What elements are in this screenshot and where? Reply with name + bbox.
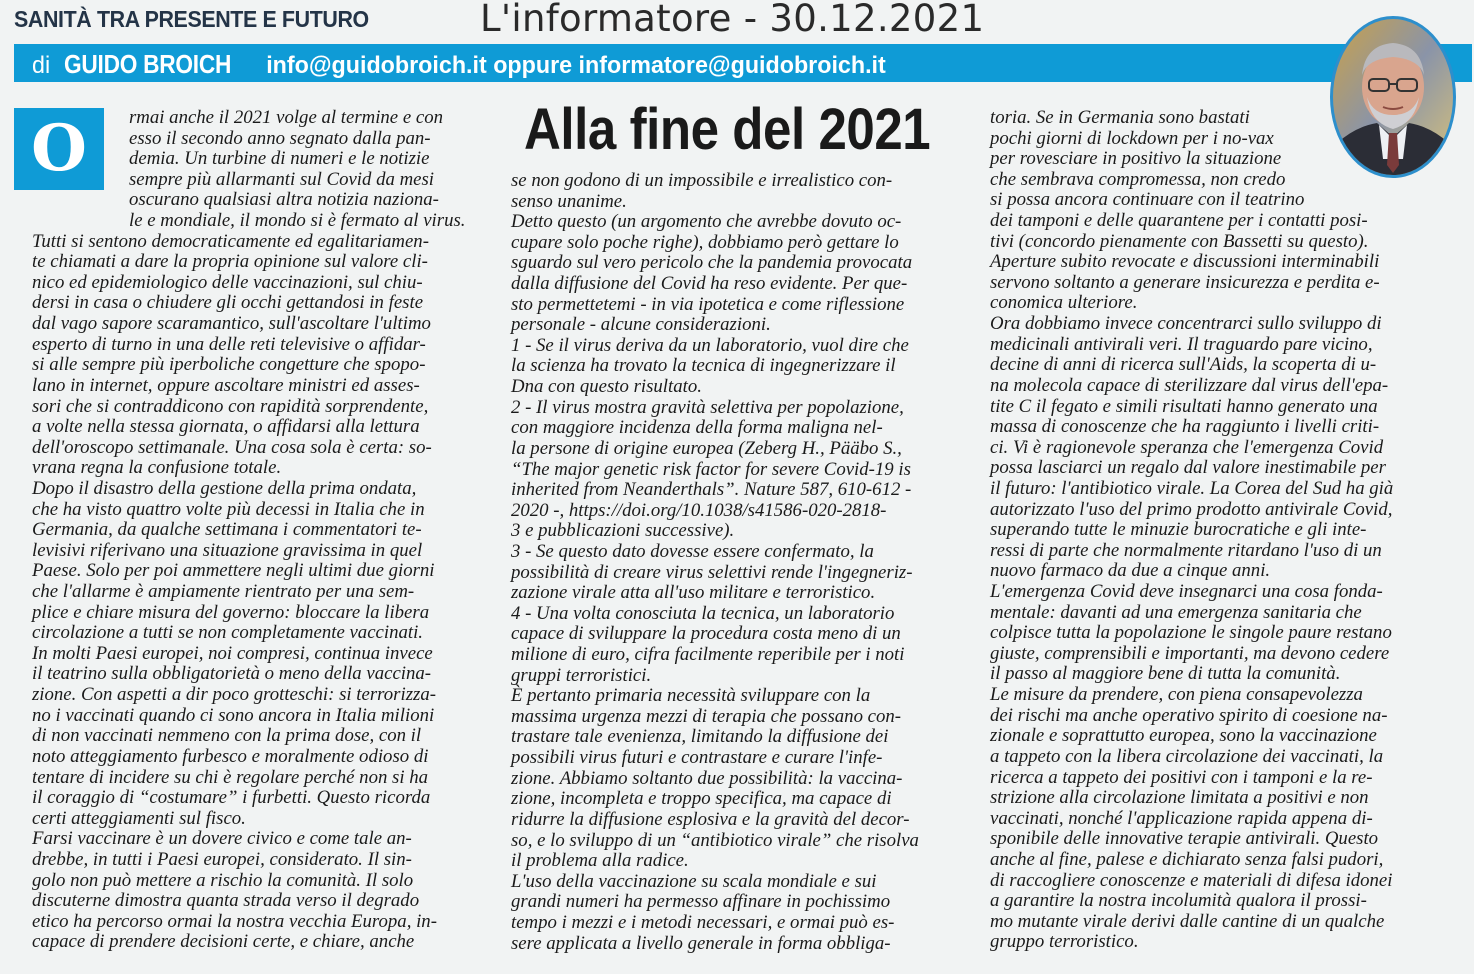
text-line: grandi numeri ha permesso affinare in pochissimo <box>511 891 891 913</box>
text-line: zione. Con aspetti a dir poco grotteschi: si terrorizza- <box>32 684 436 706</box>
text-line: tentare di incidere su chi è regolare perché non si ha <box>32 766 429 788</box>
text-line: drebbe, in tutti i Paesi europei, considerato. Il sin- <box>32 848 412 870</box>
text-line: 3 e pubblicazioni successive). <box>511 520 735 542</box>
text-line: golo non può mettere a rischio la comunità. Il solo <box>32 869 414 891</box>
text-line: medicinali antivirali veri. Il traguardo pare vicino, <box>990 333 1373 355</box>
text-line: dell'oroscopo settimanale. Una cosa sola è certa: so- <box>32 436 432 458</box>
text-line: na molecola capace di sterilizzare dal virus dell'epa- <box>990 374 1389 396</box>
text-line: sempre più allarmanti sul Covid da mesi <box>129 168 435 190</box>
text-line: rmai anche il 2021 volge al termine e con <box>129 107 443 128</box>
text-line: il futuro: l'antibiotico virale. La Corea del Sud ha già <box>990 477 1394 499</box>
text-line: ricerca a tappeto dei positivi con i tamponi e la re- <box>990 766 1373 788</box>
text-line: 2 - Il virus mostra gravità selettiva per popolazione, <box>511 396 904 418</box>
byline-prefix: di <box>32 52 51 79</box>
text-line: a tappeto con la libera circolazione dei vaccinati, la <box>990 745 1384 767</box>
text-line: anche al fine, palese e dichiarato senza falsi pudori, <box>990 848 1384 870</box>
text-line: vaccinati, nonché l'applicazione rapida appena di- <box>990 807 1373 829</box>
text-line: Dna con questo risultato. <box>511 376 702 398</box>
text-line: si alle sempre più iperboliche congetture che spopo- <box>32 354 426 376</box>
byline-bar <box>14 44 1472 82</box>
text-line: Tutti si sentono democraticamente ed egalitariamen- <box>32 230 429 252</box>
text-line: gruppi terroristici. <box>511 664 652 686</box>
text-line: ridurre la diffusione esplosiva e la gravità del decor- <box>511 808 910 830</box>
text-line: inherited from Neanderthals”. Nature 587, 610-612 - <box>511 479 912 501</box>
text-line: tivi (concordo pienamente con Bassetti su questo). <box>990 230 1369 252</box>
text-line: si possa ancora continuare con il teatrino <box>990 189 1305 211</box>
text-line: capace di prendere decisioni certe, e chiare, anche <box>32 931 415 953</box>
text-line: L'uso della vaccinazione su scala mondiale e sui <box>511 870 877 892</box>
text-line: cupare solo poche righe), dobbiamo però gettare lo <box>511 231 899 253</box>
text-line: con maggiore incidenza della forma maligna nel- <box>511 417 883 439</box>
text-line: strizione alla circolazione limitata a positivi e non <box>990 787 1369 809</box>
text-line: di raccogliere conoscenze e materiali di difesa idonei <box>990 869 1393 891</box>
text-line: 4 - Una volta conosciuta la tecnica, un laboratorio <box>511 602 895 624</box>
text-line: vrana regna la confusione totale. <box>32 457 282 479</box>
text-line: L'emergenza Covid deve insegnarci una cosa fonda- <box>990 581 1383 603</box>
text-line: possibilità di creare virus selettivi rende l'ingegneriz- <box>511 561 913 583</box>
text-line: il problema alla radice. <box>511 850 689 872</box>
text-line: pochi giorni di lockdown per i no-vax <box>990 127 1274 149</box>
text-line: possa lasciarci un regalo dal valore inestimabile per <box>990 457 1386 479</box>
article-column-1 <box>32 108 487 953</box>
text-line: Ora dobbiamo invece concentrarci sullo sviluppo di <box>990 313 1382 335</box>
text-line: la scienza ha trovato la tecnica di ingegnerizzare il <box>511 355 896 377</box>
text-line: gruppo terroristico. <box>990 931 1139 953</box>
text-line: la persone di origine europea (Zeberg H., Pääbo S., <box>511 437 902 459</box>
text-line: esperto di turno in una delle reti televisive o affidar- <box>32 333 426 355</box>
text-line: massa di conoscenze che ha raggiunto i livelli criti- <box>990 416 1380 438</box>
text-line: levisivi riferivano una situazione gravissima in quel <box>32 539 423 561</box>
drop-cap: O <box>14 108 104 190</box>
text-line: giuste, comprensibili e importanti, ma devono cedere <box>990 642 1390 664</box>
text-line: se non godono di un impossibile e irrealistico con- <box>511 170 893 191</box>
text-line: nuovo farmaco da due a cinque anni. <box>990 560 1271 582</box>
text-line: il coraggio di “costumare” i furbetti. Questo ricorda <box>32 787 431 809</box>
text-line: il passo al maggiore bene di tutta la comunità. <box>990 663 1341 685</box>
text-line: trastare tale evenienza, limitando la diffusione dei <box>511 726 889 748</box>
text-line: dei rischi ma anche operativo spirito di coesione na- <box>990 704 1388 726</box>
text-line: circolazione a tutti se non completamente vaccinati. <box>32 622 424 644</box>
text-line: nico ed epidemiologico delle vaccinazioni, sul chiu- <box>32 271 423 293</box>
byline-contacts: info@guidobroich.it oppure informatore@guidobroich.it <box>266 52 886 79</box>
text-line: a garantire la nostra incolumità qualora il prossi- <box>990 890 1367 912</box>
text-line: il teatrino sulla obbligatorietà o meno della vaccina- <box>32 663 432 685</box>
text-line: che sembrava compromessa, non credo <box>990 168 1286 190</box>
text-line: demia. Un turbine di numeri e le notizie <box>129 148 430 170</box>
text-line: per rovesciare in positivo la situazione <box>990 148 1282 170</box>
text-line: etico ha percorso ormai la nostra vecchia Europa, in- <box>32 910 437 932</box>
text-line: zionale e soprattutto europea, sono la vaccinazione <box>990 725 1377 747</box>
text-line: 2020 -, https://doi.org/10.1038/s41586-020-2818- <box>511 499 887 521</box>
text-line: toria. Se in Germania sono bastati <box>990 107 1250 128</box>
text-line: zione. Abbiamo soltanto due possibilità: la vaccina- <box>511 767 903 789</box>
text-line: oscurano qualsiasi altra notizia naziona- <box>129 189 439 211</box>
text-line: possibili virus futuri e contrastare e curare l'infe- <box>511 747 883 769</box>
text-line: autorizzato l'uso del primo prodotto antivirale Covid, <box>990 498 1393 520</box>
text-line: che l'allarme è ampiamente rientrato per una sem- <box>32 581 415 603</box>
text-line: colpisce tutta la popolazione le singole paure restano <box>990 622 1392 644</box>
text-line: le e mondiale, il mondo si è fermato al virus. <box>129 210 466 232</box>
text-line: sponibile delle innovative terapie antivirali. Questo <box>990 828 1379 850</box>
text-line: conomica ulteriore. <box>990 292 1138 314</box>
text-line: tite C il fegato e simili risultati hanno generato una <box>990 395 1378 417</box>
text-line: Dopo il disastro della gestione della prima ondata, <box>32 477 417 499</box>
section-kicker: SANITÀ TRA PRESENTE E FUTURO <box>14 6 369 32</box>
text-line: Farsi vaccinare è un dovere civico e come tale an- <box>32 828 412 850</box>
text-line: servono soltanto a generare insicurezza e perdita e- <box>990 271 1380 293</box>
text-line: certi atteggiamenti sul fisco. <box>32 807 246 829</box>
text-line: zione, incompleta e troppo specifica, ma capace di <box>511 788 892 810</box>
text-line: sere applicata a livello generale in forma obbliga- <box>511 932 891 954</box>
text-line: sguardo sul vero pericolo che la pandemia provocata <box>511 252 913 274</box>
byline-author: GUIDO BROICH <box>64 49 232 79</box>
article-column-3 <box>990 108 1450 953</box>
text-line: esso il secondo anno segnato dalla pan- <box>129 127 431 149</box>
text-line: massima urgenza mezzi di terapia che possano con- <box>511 705 902 727</box>
text-line: sto permettetemi - in via ipotetica e come riflessione <box>511 293 905 315</box>
text-line: capace di sviluppare la procedura costa meno di un <box>511 623 901 645</box>
text-line: plice e chiare misura del governo: bloccare la libera <box>32 601 430 623</box>
text-line: ressi di parte che normalmente ritardano l'uso di un <box>990 539 1382 561</box>
text-line: superando tutte le minuzie burocratiche e gli inte- <box>990 519 1367 541</box>
text-line: È pertanto primaria necessità sviluppare con la <box>511 685 871 707</box>
text-line: 3 - Se questo dato dovesse essere confermato, la <box>511 540 874 562</box>
text-line: Germania, da qualche settimana i commentatori te- <box>32 519 422 541</box>
text-line: che ha visto quattro volte più decessi in Italia che in <box>32 498 425 520</box>
text-line: ci. Vi è ragionevole speranza che l'emergenza Covid <box>990 436 1384 458</box>
text-line: discuterne dimostra quanta strada verso il degrado <box>32 890 420 912</box>
article-column-2 <box>511 171 966 954</box>
text-line: dalla diffusione del Covid ha reso evidente. Per que- <box>511 273 908 295</box>
text-line: 1 - Se il virus deriva da un laboratorio, vuol dire che <box>511 334 909 356</box>
text-line: noto atteggiamento furbesco e moralmente odioso di <box>32 745 429 767</box>
text-line: no i vaccinati quando ci sono ancora in Italia milioni <box>32 704 435 726</box>
text-line: lano in internet, oppure ascoltare ministri ed asses- <box>32 374 420 396</box>
watermark-date: L'informatore - 30.12.2021 <box>480 0 985 40</box>
text-line: decine di anni di ricerca sull'Aids, la scoperta di u- <box>990 354 1377 376</box>
text-line: di non vaccinati nemmeno con la prima dose, con il <box>32 725 422 747</box>
text-line: a volte nella stessa giornata, o affidarsi alla lettura <box>32 416 420 438</box>
text-line: tempo i mezzi e i metodi necessari, e ormai può es- <box>511 911 895 933</box>
text-line: Detto questo (un argomento che avrebbe dovuto oc- <box>511 211 902 233</box>
text-line: dei tamponi e delle quarantene per i contatti posi- <box>990 210 1368 232</box>
text-line: In molti Paesi europei, noi compresi, continua invece <box>32 642 433 664</box>
text-line: Paese. Solo per poi ammettere negli ultimi due giorni <box>32 560 435 582</box>
text-line: dersi in casa o chiudere gli occhi gettandosi in feste <box>32 292 424 314</box>
text-line: mo mutante virale derivi dalle cantine di un qualche <box>990 910 1385 932</box>
text-line: mentale: davanti ad una emergenza sanitaria che <box>990 601 1362 623</box>
article-headline: Alla fine del 2021 <box>524 97 931 162</box>
text-line: personale - alcune considerazioni. <box>511 314 771 336</box>
text-line: Le misure da prendere, con piena consapevolezza <box>990 684 1363 706</box>
text-line: te chiamati a dare la propria opinione sul valore cli- <box>32 251 428 273</box>
text-line: sori che si contraddicono con rapidità sorprendente, <box>32 395 429 417</box>
text-line: so, e lo sviluppo di un “antibiotico virale” che risolva <box>511 829 919 851</box>
text-line: “The major genetic risk factor for severe Covid-19 is <box>511 458 911 480</box>
text-line: dal vago sapore scaramantico, sull'ascoltare l'ultimo <box>32 313 431 335</box>
text-line: Aperture subito revocate e discussioni interminabili <box>990 251 1380 273</box>
text-line: milione di euro, cifra facilmente reperibile per i noti <box>511 644 905 666</box>
text-line: zazione virale atta all'uso militare e terroristico. <box>511 582 876 604</box>
text-line: senso unanime. <box>511 190 627 212</box>
